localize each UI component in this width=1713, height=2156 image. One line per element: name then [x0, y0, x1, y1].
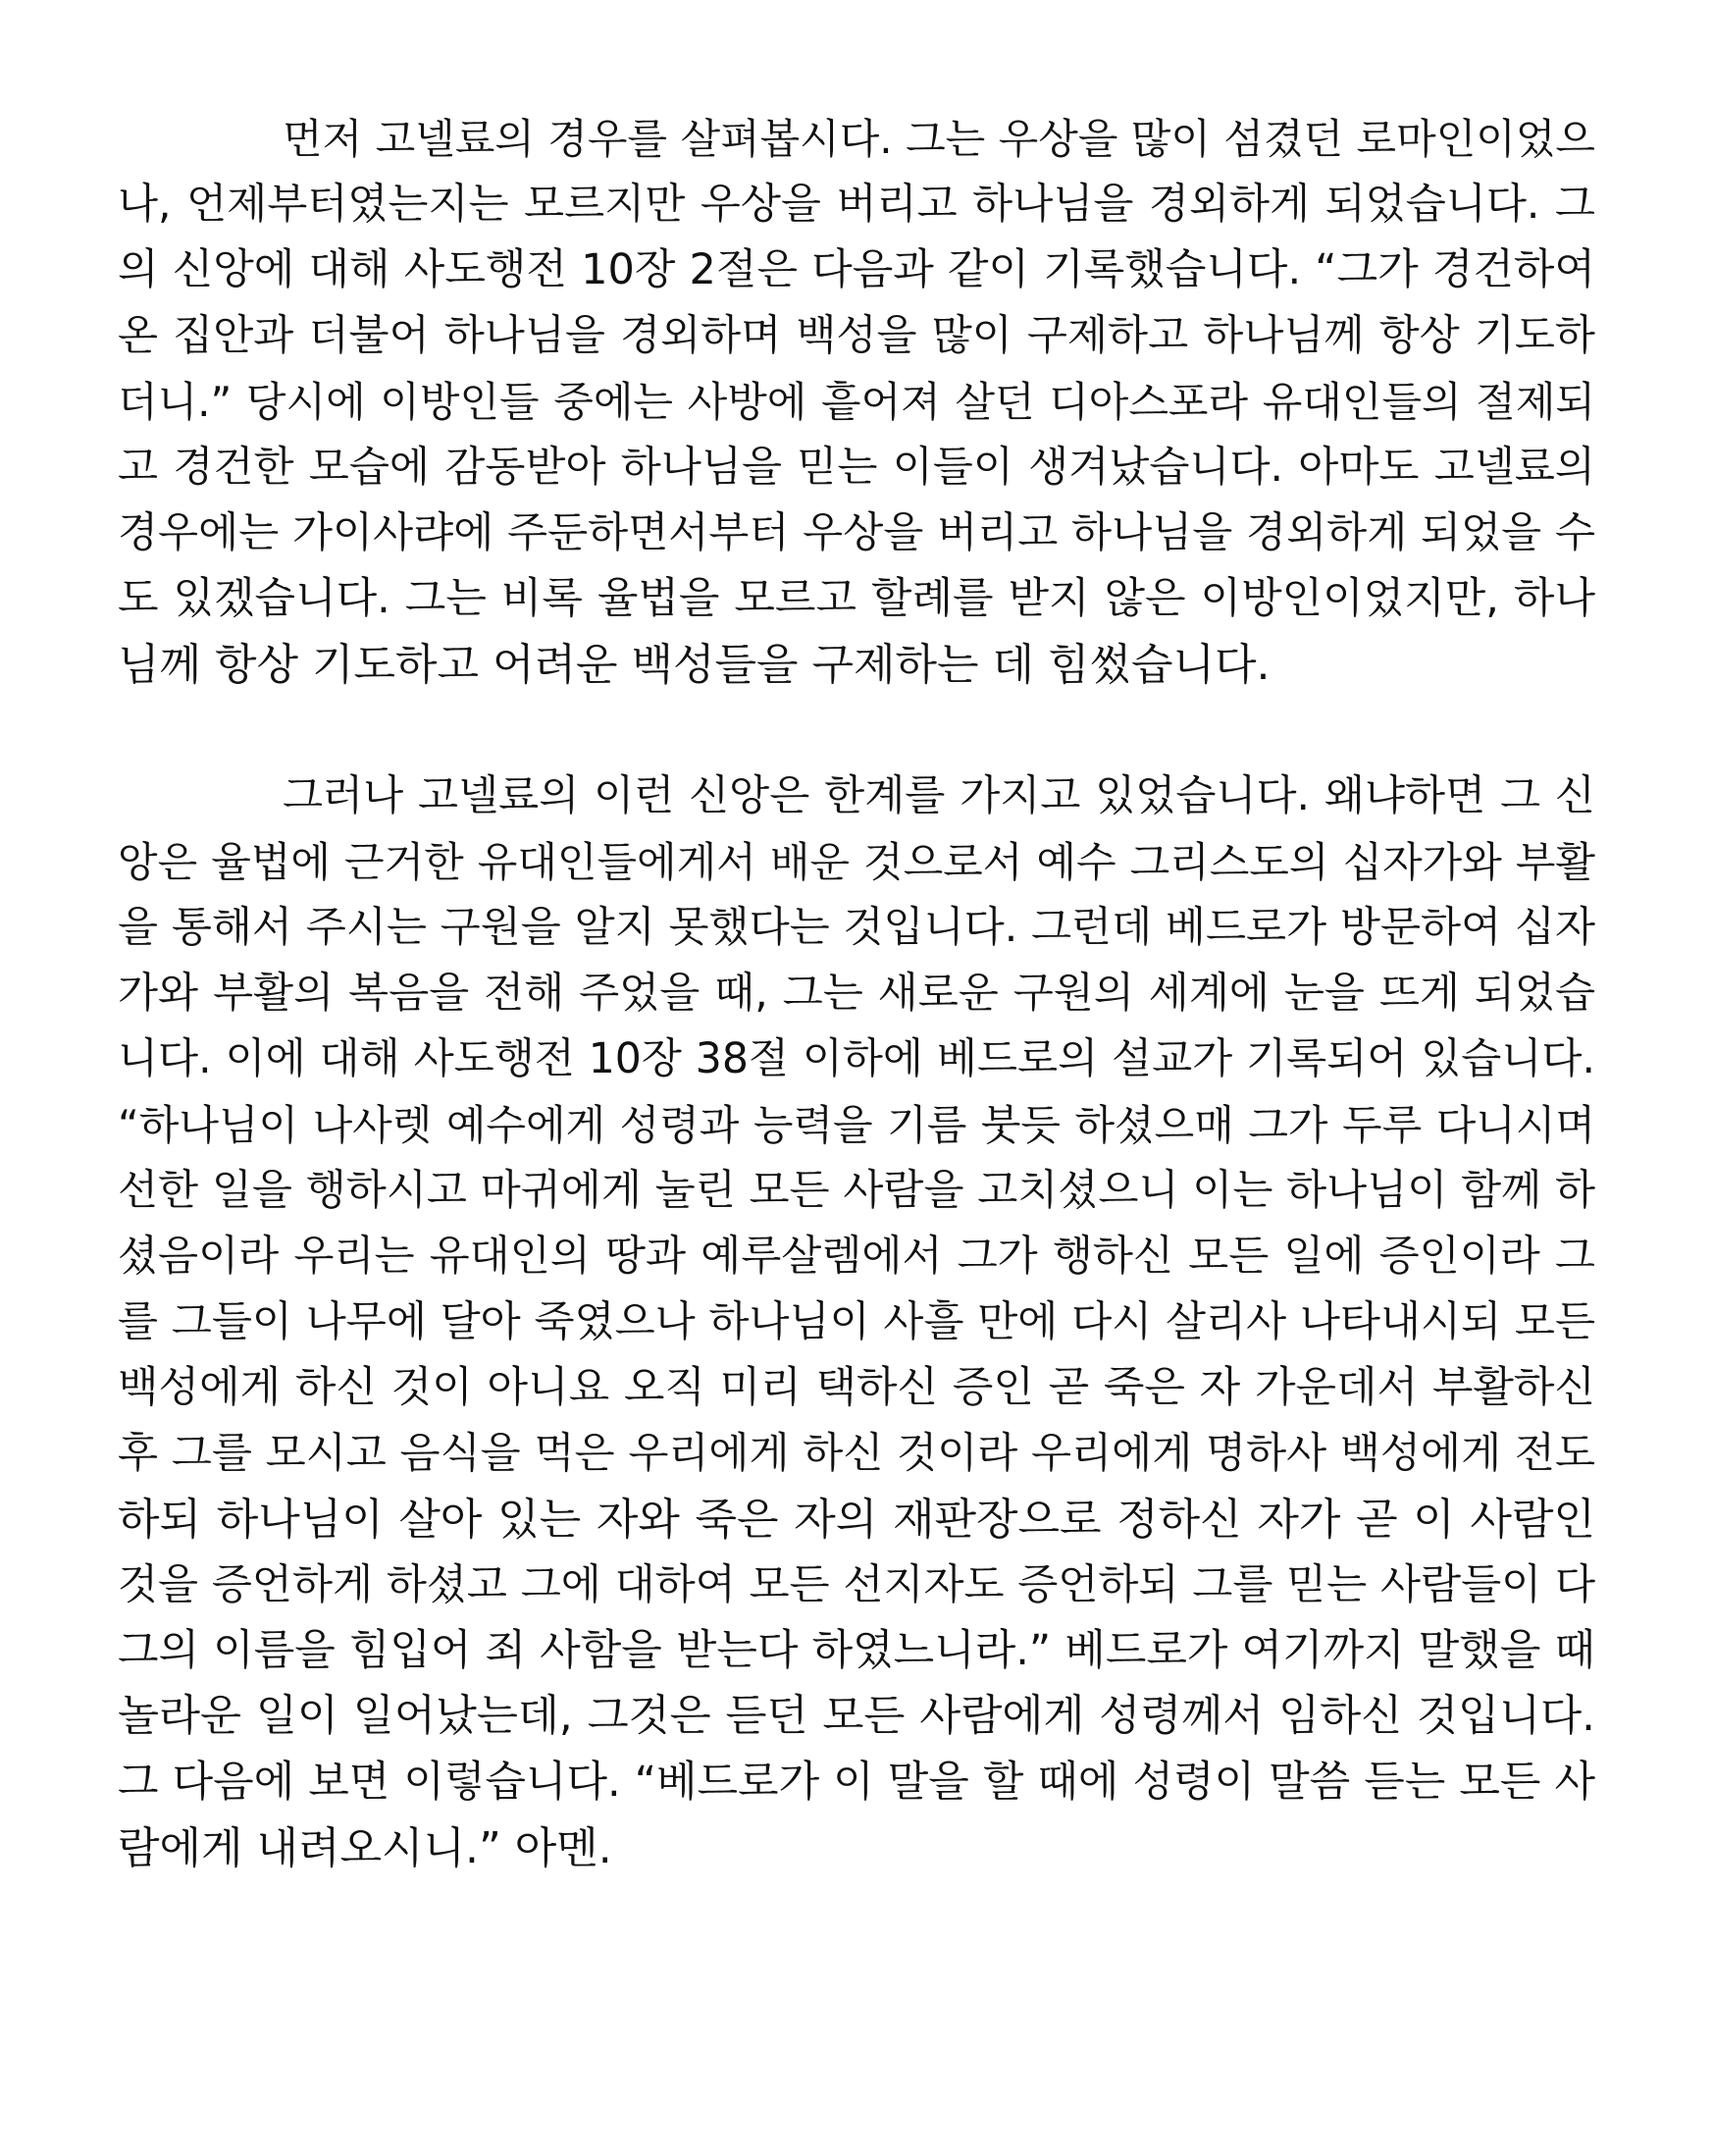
- text-line: 의 신앙에 대해 사도행전 10장 2절은 다음과 같이 기록했습니다. “그가 경건하여: [118, 245, 1595, 294]
- text-line: 고 경건한 모습에 감동받아 하나님을 믿는 이들이 생겨났습니다. 아마도 고넬료의: [118, 444, 1595, 492]
- text-line: 도 있겠습니다. 그는 비록 율법을 모르고 할례를 받지 않은 이방인이었지만, 하나: [118, 574, 1595, 623]
- text-line: 을 통해서 주시는 구원을 알지 못했다는 것입니다. 그런데 베드로가 방문하여 십자: [118, 904, 1595, 952]
- text-line: 더니.” 당시에 이방인들 중에는 사방에 흩어져 살던 디아스포라 유대인들의 절제되: [118, 378, 1595, 426]
- paragraph-peter-sermon: [118, 763, 1595, 1881]
- text-line: 온 집안과 더불어 하나님을 경외하며 백성을 많이 구제하고 하나님께 항상 기도하: [118, 312, 1595, 360]
- paragraph-spacer: [118, 698, 1595, 763]
- text-line: 가와 부활의 복음을 전해 주었을 때, 그는 새로운 구원의 세계에 눈을 뜨게 되었습: [118, 970, 1595, 1018]
- text-line: 놀라운 일이 일어났는데, 그것은 듣던 모든 사람에게 성령께서 임하신 것입니다.: [118, 1692, 1595, 1741]
- text-line: “하나님이 나사렛 예수에게 성령과 능력을 기름 붓듯 하셨으매 그가 두루 다니시며: [118, 1101, 1595, 1149]
- text-line: 경우에는 가이사랴에 주둔하면서부터 우상을 버리고 하나님을 경외하게 되었을 수: [118, 509, 1595, 557]
- text-line: 니다. 이에 대해 사도행전 10장 38절 이하에 베드로의 설교가 기록되어 있습니다.: [118, 1035, 1595, 1083]
- paragraph-cornelius-conversion: [118, 106, 1595, 698]
- text-line: 백성에게 하신 것이 아니요 오직 미리 택하신 증인 곧 죽은 자 가운데서 부활하신: [118, 1363, 1595, 1412]
- text-line: 선한 일을 행하시고 마귀에게 눌린 모든 사람을 고치셨으니 이는 하나님이 함께 하: [118, 1167, 1595, 1215]
- text-line: 그의 이름을 힘입어 죄 사함을 받는다 하였느니라.” 베드로가 여기까지 말했을 때: [118, 1626, 1595, 1675]
- text-line: 하되 하나님이 살아 있는 자와 죽은 자의 재판장으로 정하신 자가 곧 이 사람인: [118, 1495, 1595, 1545]
- text-line: 람에게 내려오시니.” 아멘.: [118, 1823, 612, 1873]
- text-line: 것을 증언하게 하셨고 그에 대하여 모든 선지자도 증언하되 그를 믿는 사람들이 다: [118, 1561, 1595, 1609]
- text-line: 그러나 고넬료의 이런 신앙은 한계를 가지고 있었습니다. 왜냐하면 그 신: [283, 772, 1595, 820]
- text-line: 후 그를 모시고 음식을 먹은 우리에게 하신 것이라 우리에게 명하사 백성에게 전도: [118, 1430, 1595, 1478]
- text-line: 먼저 고넬료의 경우를 살펴봅시다. 그는 우상을 많이 섬겼던 로마인이었으: [283, 115, 1595, 163]
- text-line: 님께 항상 기도하고 어려운 백성들을 구제하는 데 힘썼습니다.: [118, 640, 1271, 690]
- text-line: 셨음이라 우리는 유대인의 땅과 예루살렘에서 그가 행하신 모든 일에 증인이라 그: [118, 1233, 1595, 1281]
- text-line: 를 그들이 나무에 달아 죽였으나 하나님이 사흘 만에 다시 살리사 나타내시되 모든: [118, 1298, 1595, 1346]
- text-line: 앙은 율법에 근거한 유대인들에게서 배운 것으로서 예수 그리스도의 십자가와 부활: [118, 838, 1595, 886]
- text-line: 그 다음에 보면 이렇습니다. “베드로가 이 말을 할 때에 성령이 말씀 듣는 모든 사: [118, 1758, 1595, 1807]
- document-page: [118, 106, 1595, 1881]
- text-line: 나, 언제부터였는지는 모르지만 우상을 버리고 하나님을 경외하게 되었습니다. 그: [118, 181, 1595, 229]
